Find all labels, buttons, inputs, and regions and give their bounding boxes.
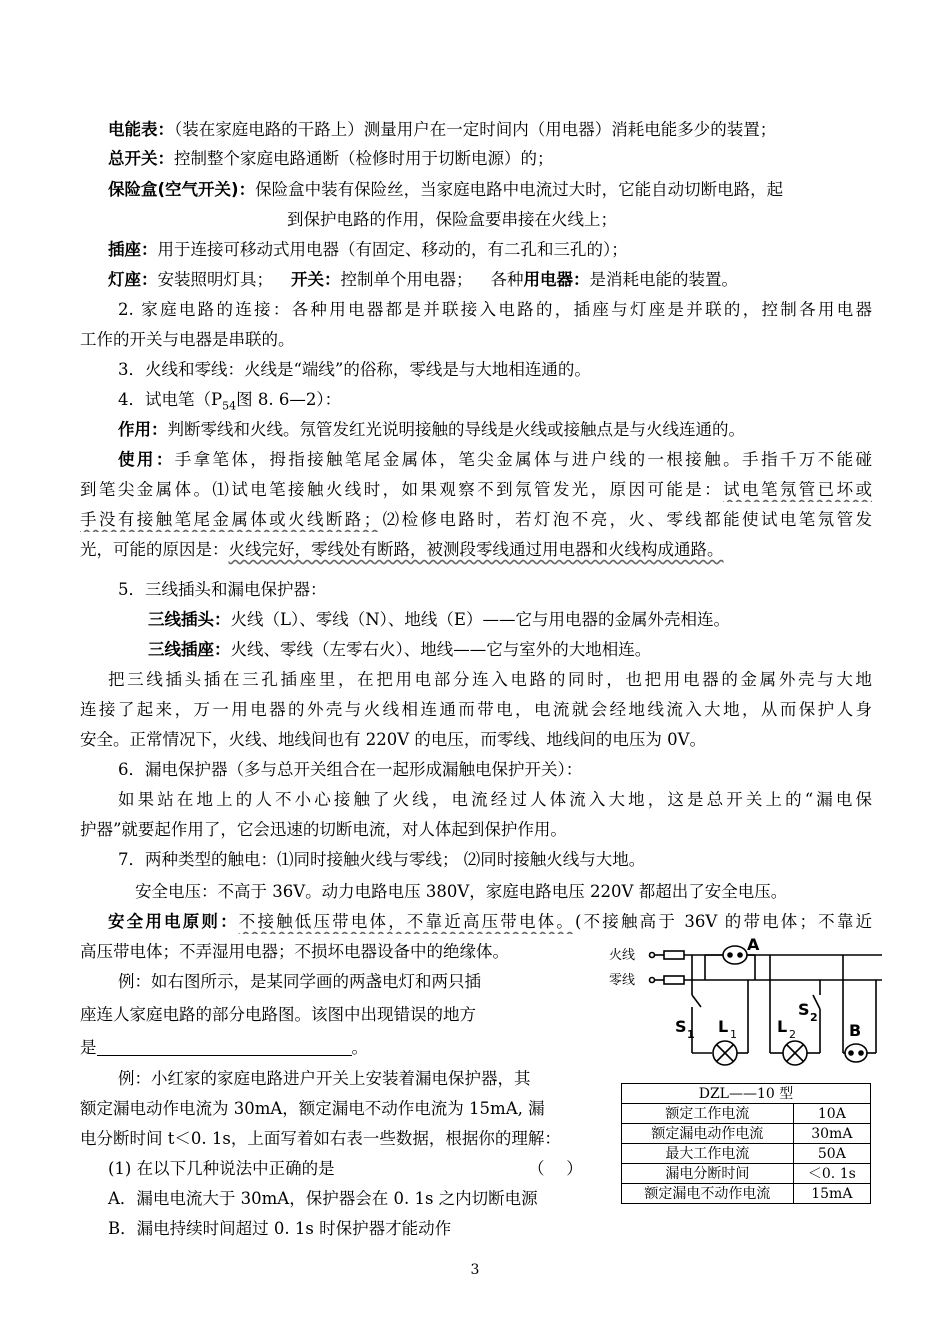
line-test-pen: 4．试电笔（$P_{54}$图 8. 6—2）： — [118, 390, 342, 413]
svg-text:1: 1 — [687, 1028, 695, 1041]
neutral-terminal — [650, 978, 655, 983]
line-question-1: (1) 在以下几种说法中正确的是 — [108, 1159, 335, 1178]
option-a: A．漏电电流大于 30mA，保护器会在 0. 1s 之内切断电源 — [108, 1189, 538, 1208]
switch-s2-label: S — [798, 1000, 810, 1019]
socket-b-label: B — [849, 1021, 862, 1040]
page-number: 3 — [470, 1262, 480, 1278]
line-three-wire-plug: 三线插头：火线（L）、零线（N）、地线（E）——它与用电器的金属外壳相连。 — [148, 610, 730, 629]
line-live-neutral: 3．火线和零线：火线是“端线”的俗称，零线是与大地相连通的。 — [118, 360, 591, 379]
socket-b — [845, 1044, 867, 1062]
svg-text:2: 2 — [810, 1011, 818, 1024]
line-safety-principle: 安全用电原则：不接触低压带电体，不靠近高压带电体。(不接触高于 36V 的带电体；不靠近 — [108, 912, 872, 931]
line-leak-protector-desc-cont: 护器”就要起作用了，它会迅速的切断电流，对人体起到保护作用。 — [80, 820, 567, 839]
line-test-pen-case1: 到笔尖金属体。⑴试电笔接触火线时，如果观察不到氖管发光，原因可能是：试电笔氖管已坏或 — [80, 480, 872, 499]
line-leak-protector: 6．漏电保护器（多与总开关组合在一起形成漏触电保护开关）： — [118, 760, 583, 779]
svg-text:1: 1 — [730, 1028, 737, 1041]
live-fuse — [664, 951, 684, 959]
line-test-pen-use-purpose: 作用：判断零线和火线。氖管发红光说明接触的导线是火线或接触点是与火线连通的。 — [118, 420, 745, 439]
table-title: DZL——10 型 — [622, 1084, 871, 1104]
socket-a-label: A — [747, 935, 760, 954]
lamp-l2 — [783, 1041, 807, 1065]
lamp-l1 — [713, 1041, 737, 1065]
line-safety-principle-cont: 高压带电体；不弄湿用电器；不损坏电器设备中的绝缘体。 — [80, 942, 509, 961]
line-socket: 插座：用于连接可移动式用电器（有固定、移动的，有二孔和三孔的）； — [108, 240, 628, 259]
table-row: 额定工作电流 10A — [622, 1104, 871, 1124]
line-leak-protector-desc: 如果站在地上的人不小心接触了火线，电流经过人体流入大地，这是总开关上的“漏电保 — [118, 790, 872, 809]
line-example1-1: 例：如右图所示，是某同学画的两盏电灯和两只插 — [118, 972, 481, 991]
line-safe-voltage: 安全电压：不高于 36V。动力电路电压 380V，家庭电路电压 220V 都超出了安全电压。 — [135, 882, 788, 901]
line-three-wire-heading: 5．三线插头和漏电保护器： — [118, 580, 327, 599]
socket-a — [723, 946, 747, 964]
line-shock-types: 7．两种类型的触电：⑴同时接触火线与零线； ⑵同时接触火线与大地。 — [118, 850, 646, 869]
lamp-l1-label: L — [718, 1017, 729, 1036]
line-test-pen-case2-cont: 光，可能的原因是：火线完好，零线处有断路，被测段零线通过用电器和火线构成通路。 — [80, 540, 724, 559]
live-terminal — [650, 953, 655, 958]
line-fuse-box-cont: 到保护电路的作用，保险盒要串接在火线上； — [287, 210, 617, 229]
line-example2-3: 电分断时间 t＜0. 1s，上面写着如右表一些数据，根据你的理解： — [80, 1129, 561, 1148]
line-fuse-box: 保险盒(空气开关)：保险盒中装有保险丝，当家庭电路中电流过大时，它能自动切断电路，起 — [108, 180, 784, 199]
lamp-l2-label: L — [777, 1017, 788, 1036]
line-earth-2: 连接了起来，万一用电器的外壳与火线相连通而带电，电流就会经地线流入大地，从而保护人身 — [80, 700, 872, 719]
table-row: 最大工作电流 50A — [622, 1144, 871, 1164]
answer-blank[interactable] — [97, 1037, 352, 1056]
switch-s2 — [813, 995, 820, 1009]
live-label: 火线 — [609, 948, 636, 963]
line-example1-2: 座连人家庭电路的部分电路图。该图中出现错误的地方 — [80, 1005, 476, 1024]
neutral-fuse — [664, 976, 684, 984]
line-three-wire-socket: 三线插座：火线、零线（左零右火）、地线——它与室外的大地相连。 — [148, 640, 652, 659]
svg-text:2: 2 — [789, 1028, 796, 1041]
line-meter: 电能表：（装在家庭电路的干路上）测量用户在一定时间内（用电器）消耗电能多少的装置； — [108, 120, 777, 139]
line-earth-1: 把三线插头插在三孔插座里，在把用电部分连入电路的同时，也把用电器的金属外壳与大地 — [108, 670, 872, 689]
switch-s1 — [692, 995, 701, 1007]
line-earth-3: 安全。正常情况下，火线、地线间也有 220V 的电压，而零线、地线间的电压为 0V。 — [80, 730, 707, 749]
table-row: 漏电分断时间 ＜0. 1s — [622, 1164, 871, 1184]
answer-parentheses[interactable]: （ ） — [528, 1159, 583, 1178]
line-lamp-holder: 灯座：安装照明灯具； 开关：控制单个用电器； 各种用电器：是消耗电能的装置。 — [108, 270, 738, 289]
table-title-row — [622, 1084, 871, 1104]
table-row: 额定漏电不动作电流 15mA — [622, 1184, 871, 1204]
table-row: 额定漏电动作电流 30mA — [622, 1124, 871, 1144]
line-test-pen-case2: 手没有接触笔尾金属体或火线断路；⑵检修电路时，若灯泡不亮，火、零线都能使试电笔氖管发 — [80, 510, 872, 529]
line-example1-3: 是 。 — [80, 1038, 368, 1057]
switch-s1-label: S — [675, 1017, 687, 1036]
line-example2-1: 例：小红家的家庭电路进户开关上安装着漏电保护器，其 — [118, 1069, 531, 1088]
line-connection-cont: 工作的开关与电器是串联的。 — [80, 330, 295, 349]
spec-table — [621, 1083, 871, 1204]
line-example2-2: 额定漏电动作电流为 30mA，额定漏电不动作电流为 15mA, 漏 — [80, 1099, 545, 1118]
line-main-switch: 总开关：控制整个家庭电路通断（检修时用于切断电源）的； — [108, 149, 554, 168]
circuit-diagram — [605, 935, 890, 1075]
line-connection: 2. 家庭电路的连接：各种用电器都是并联接入电路的，插座与灯座是并联的，控制各用电器 — [118, 300, 872, 319]
line-test-pen-usage: 使用：手拿笔体，拇指接触笔尾金属体，笔尖金属体与进户线的一根接触。手指千万不能碰 — [118, 450, 872, 469]
neutral-label: 零线 — [609, 973, 636, 988]
option-b: B．漏电持续时间超过 0. 1s 时保护器才能动作 — [108, 1219, 452, 1238]
